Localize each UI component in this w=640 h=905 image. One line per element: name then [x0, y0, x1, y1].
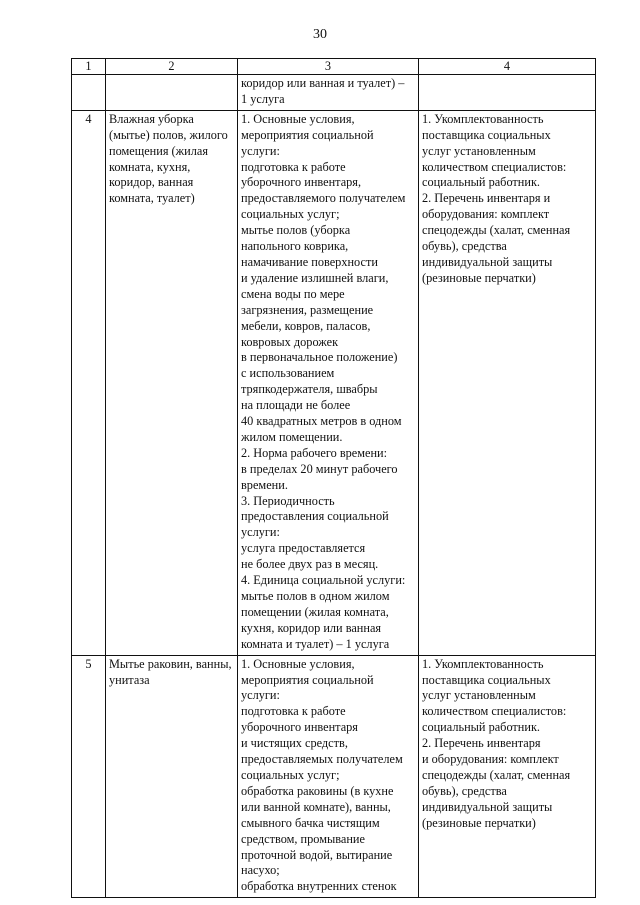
text-line: Влажная уборка	[109, 111, 194, 126]
text-line: и оборудования: комплект	[422, 752, 559, 767]
text-line: кухня, коридор или ванная	[241, 620, 382, 635]
text-line: 2. Перечень инвентаря	[422, 736, 541, 751]
text-line: ковровых дорожек	[241, 334, 339, 349]
service-requirements-cell	[419, 655, 596, 898]
continuation-conditions-cell	[238, 75, 419, 111]
services-table	[71, 58, 596, 898]
service-name-cell	[106, 655, 238, 898]
text-line: смена воды по мере	[241, 286, 345, 301]
text-line: в пределах 20 минут рабочего	[241, 461, 398, 476]
text-line: оборудования: комплект	[422, 207, 550, 222]
text-line: 2. Норма рабочего времени:	[241, 445, 388, 460]
text-line: (резиновые перчатки)	[422, 270, 536, 285]
text-line: услуги:	[241, 143, 280, 158]
text-line: и удаление излишней влаги,	[241, 270, 389, 285]
continuation-num-cell	[72, 75, 106, 111]
column-number-2: 2	[106, 59, 238, 75]
service-conditions-cell	[238, 655, 419, 898]
text-line: спецодежды (халат, сменная	[422, 223, 571, 238]
text-line: комната, туалет)	[109, 191, 195, 206]
text-line: обувь), средства	[422, 239, 507, 254]
continuation-name-cell	[106, 75, 238, 111]
text-line: не более двух раз в месяц.	[241, 557, 379, 572]
row-number: 4	[72, 110, 106, 655]
text-line: (мытье) полов, жилого	[109, 127, 228, 142]
column-numbers-row	[72, 59, 596, 75]
text-line: услуг установленным	[422, 688, 536, 703]
text-line: количеством специалистов:	[422, 704, 567, 719]
text-line: проточной водой, вытирание	[241, 847, 393, 862]
service-requirements-cell	[419, 110, 596, 655]
text-line: подготовка к работе	[241, 704, 346, 719]
text-line: Мытье раковин, ванны,	[109, 656, 232, 671]
text-line: уборочного инвентаря	[241, 720, 358, 735]
text-line: (резиновые перчатки)	[422, 815, 536, 830]
column-number-1: 1	[72, 59, 106, 75]
column-number-3: 3	[238, 59, 419, 75]
text-line: коридор или ванная и туалет) –	[241, 76, 405, 90]
text-line: поставщика социальных	[422, 672, 551, 687]
text-line: в первоначальное положение)	[241, 350, 398, 365]
text-line: социальный работник.	[422, 720, 541, 735]
table-row	[72, 110, 596, 655]
text-line: спецодежды (халат, сменная	[422, 767, 571, 782]
text-line: 2. Перечень инвентаря и	[422, 191, 551, 206]
continuation-row	[72, 75, 596, 111]
text-line: услуга предоставляется	[241, 541, 366, 556]
text-line: услуг установленным	[422, 143, 536, 158]
text-line: обработка внутренних стенок	[241, 879, 397, 894]
service-name-cell	[106, 110, 238, 655]
text-line: подготовка к работе	[241, 159, 346, 174]
text-line: социальных услуг;	[241, 767, 340, 782]
page-number: 30	[313, 27, 327, 42]
text-line: 1. Укомплектованность	[422, 656, 544, 671]
text-line: 1 услуга	[241, 91, 285, 106]
text-line: обувь), средства	[422, 783, 507, 798]
text-line: индивидуальной защиты	[422, 254, 553, 269]
text-line: средством, промывание	[241, 831, 365, 846]
column-number-4: 4	[419, 59, 596, 75]
continuation-requirements-cell	[419, 75, 596, 111]
text-line: мероприятия социальной	[241, 672, 374, 687]
text-line: социальных услуг;	[241, 207, 340, 222]
text-line: жилом помещении.	[241, 429, 343, 444]
row-number: 5	[72, 655, 106, 898]
text-line: услуги:	[241, 688, 280, 703]
text-line: унитаза	[109, 672, 150, 687]
text-line: комната, кухня,	[109, 159, 191, 174]
text-line: уборочного инвентаря,	[241, 175, 362, 190]
text-line: предоставляемого получателем	[241, 191, 406, 206]
text-line: 40 квадратных метров в одном	[241, 414, 402, 429]
table-row	[72, 655, 596, 898]
text-line: коридор, ванная	[109, 175, 194, 190]
text-line: мебели, ковров, паласов,	[241, 318, 371, 333]
text-line: насухо;	[241, 863, 280, 878]
text-line: помещения (жилая	[109, 143, 208, 158]
text-line: обработка раковины (в кухне	[241, 783, 394, 798]
text-line: количеством специалистов:	[422, 159, 567, 174]
text-line: 3. Периодичность	[241, 493, 335, 508]
text-line: поставщика социальных	[422, 127, 551, 142]
text-line: намачивание поверхности	[241, 254, 378, 269]
text-line: времени.	[241, 477, 288, 492]
text-line: предоставления социальной	[241, 509, 389, 524]
text-line: загрязнения, размещение	[241, 302, 374, 317]
text-line: комната и туалет) – 1 услуга	[241, 636, 390, 651]
text-line: напольного коврика,	[241, 239, 349, 254]
text-line: 1. Основные условия,	[241, 111, 355, 126]
text-line: 1. Основные условия,	[241, 656, 355, 671]
text-line: 1. Укомплектованность	[422, 111, 544, 126]
text-line: смывного бачка чистящим	[241, 815, 380, 830]
text-line: помещении (жилая комната,	[241, 604, 389, 619]
text-line: мероприятия социальной	[241, 127, 374, 142]
text-line: мытье полов в одном жилом	[241, 589, 390, 603]
text-line: тряпкодержателя, швабры	[241, 382, 378, 397]
text-line: или ванной комнате), ванны,	[241, 799, 391, 814]
service-conditions-cell	[238, 110, 419, 655]
text-line: мытье полов (уборка	[241, 223, 351, 238]
text-line: и чистящих средств,	[241, 736, 348, 751]
text-line: индивидуальной защиты	[422, 799, 553, 814]
text-line: социальный работник.	[422, 175, 541, 190]
text-line: на площади не более	[241, 398, 351, 413]
text-line: с использованием	[241, 366, 335, 381]
text-line: 4. Единица социальной услуги:	[241, 573, 406, 588]
text-line: предоставляемых получателем	[241, 752, 403, 767]
text-line: услуги:	[241, 525, 280, 540]
